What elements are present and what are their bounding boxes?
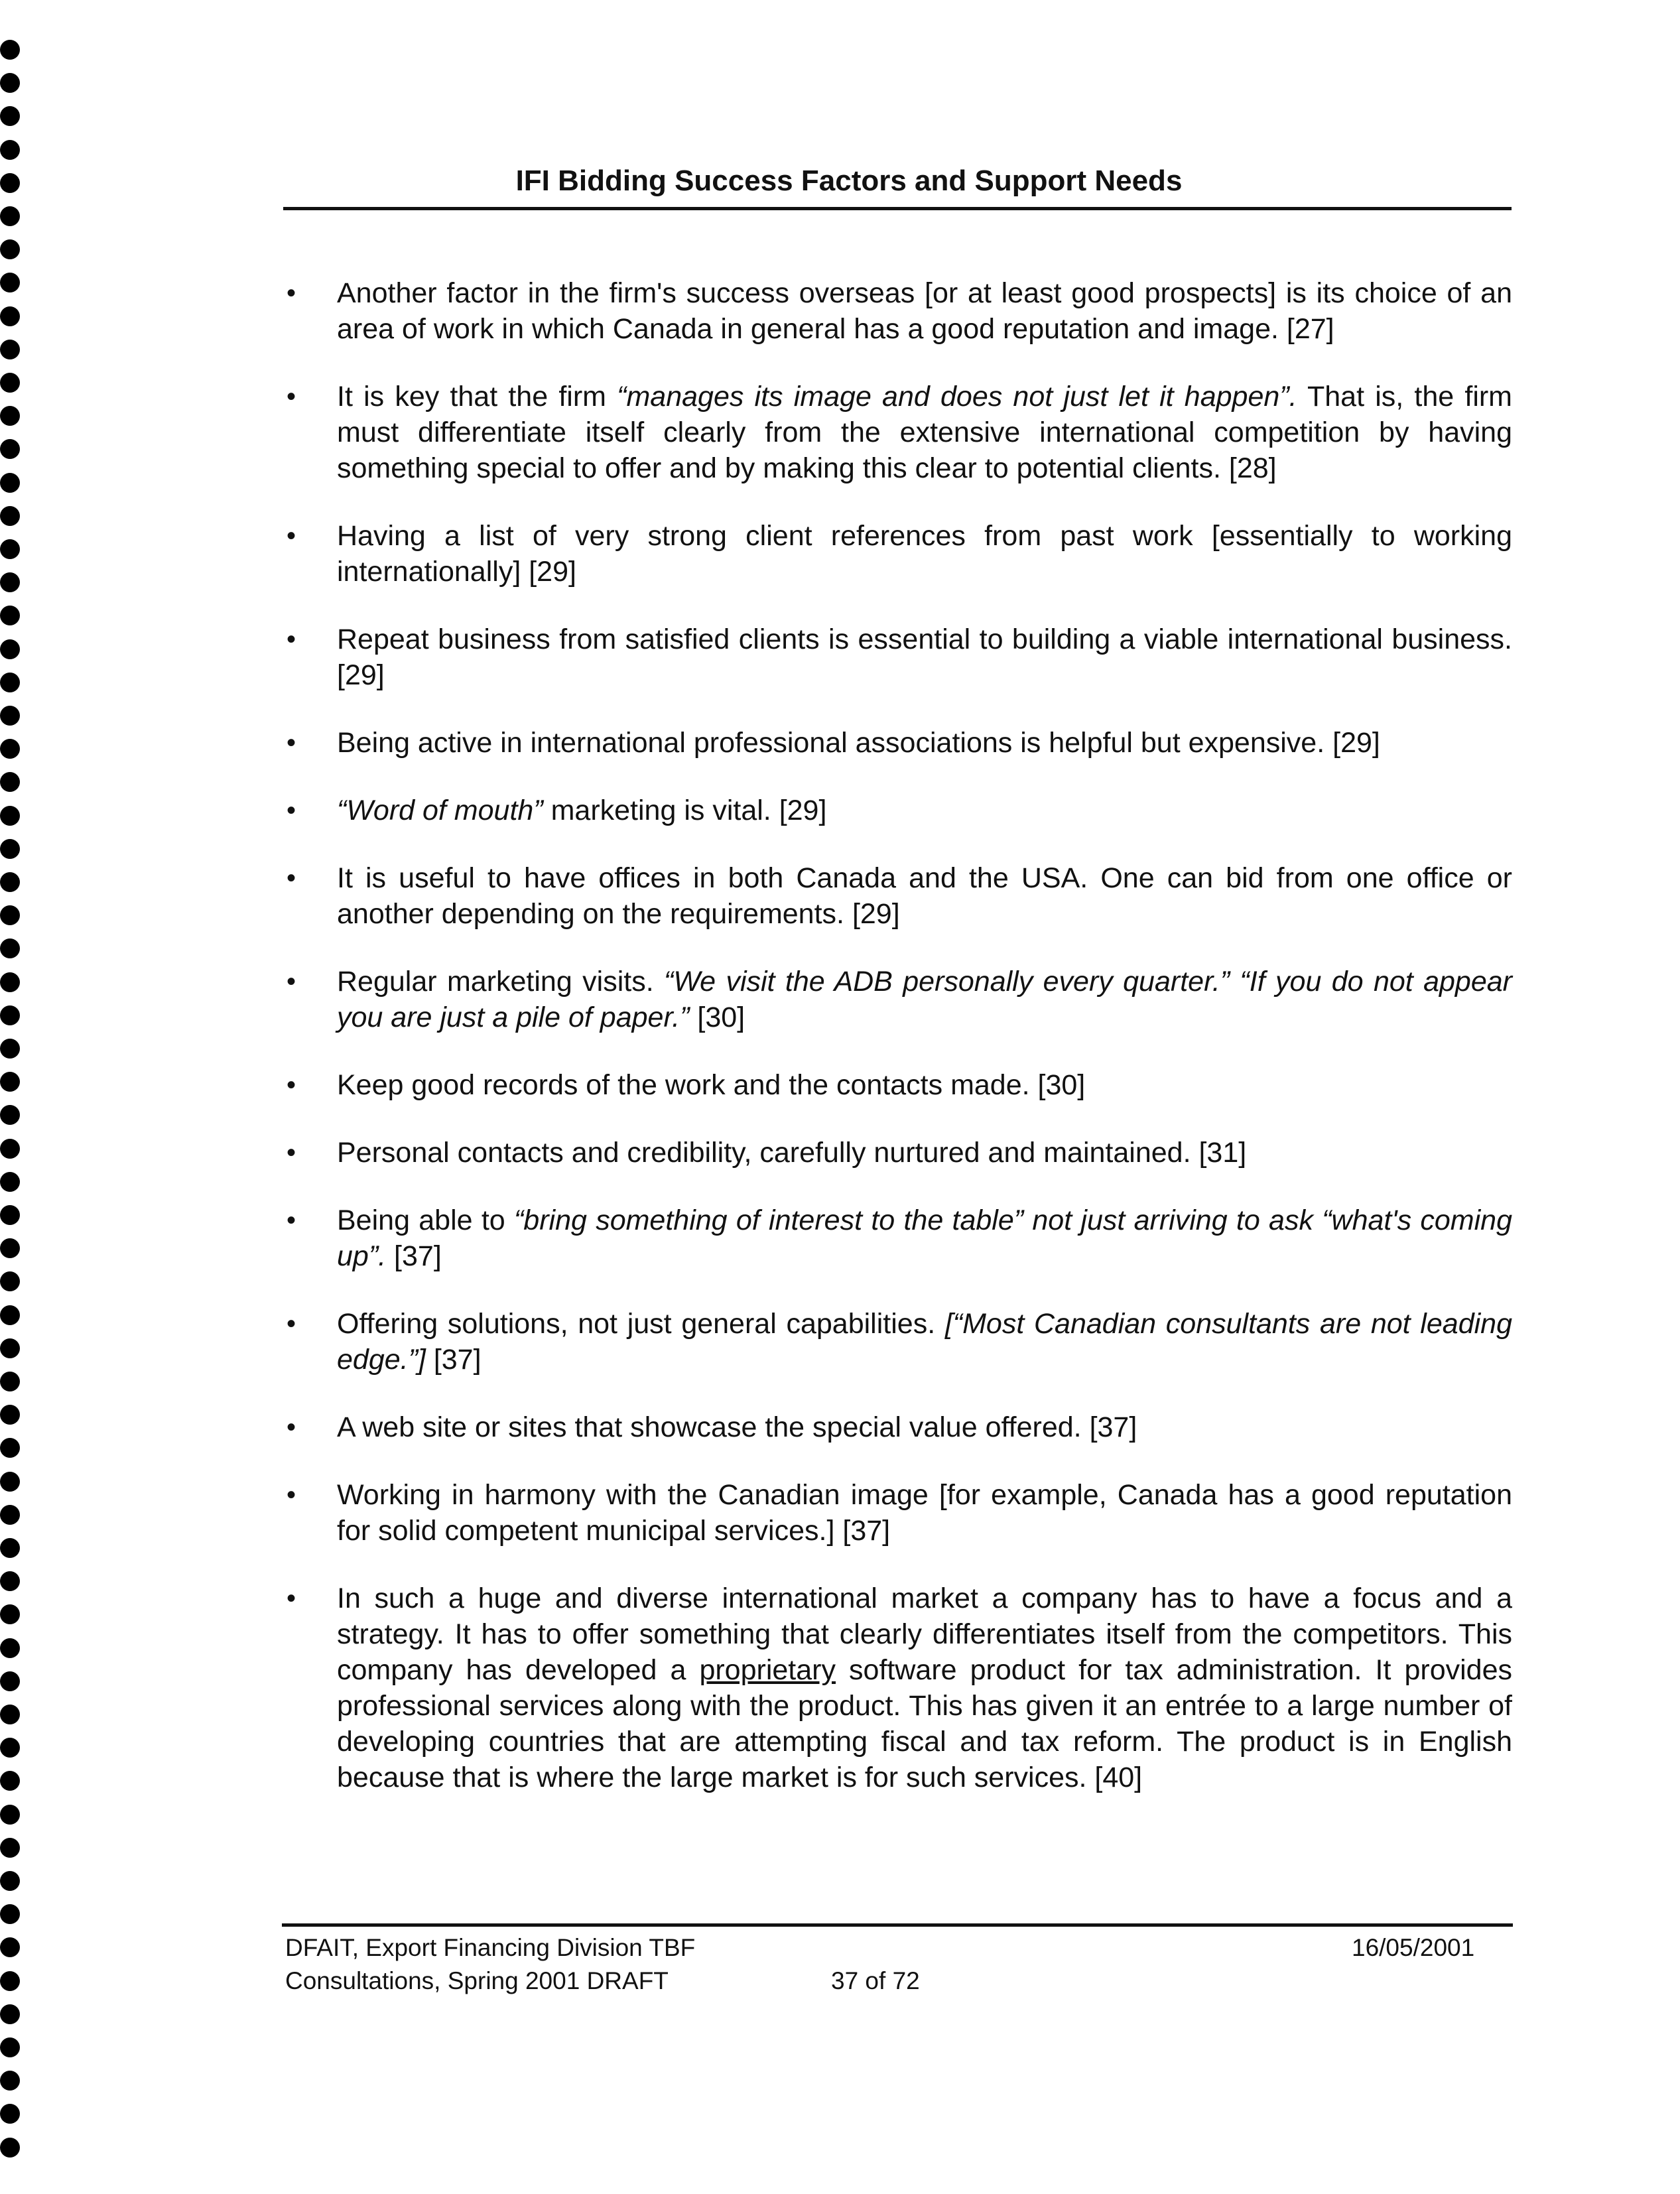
punch-hole-icon (0, 2037, 20, 2057)
punch-hole-icon (0, 1971, 20, 1991)
punch-hole-icon (0, 1438, 20, 1458)
list-item-text (337, 379, 1512, 486)
punch-hole-icon (0, 839, 20, 859)
list-item (285, 1067, 1512, 1103)
punch-hole-icon (0, 938, 20, 958)
punch-hole-icon (0, 1505, 20, 1525)
text-segment: It is useful to have offices in both Canada and the USA. One can bid from one office or another depending on the requirements. [29] (337, 862, 1512, 930)
punch-hole-icon (0, 473, 20, 493)
quoted-text: [“Most Canadian consultants are not leading edge.”] (337, 1308, 1512, 1376)
punch-hole-icon (0, 1604, 20, 1624)
list-item (285, 725, 1512, 761)
punch-hole-icon (0, 1705, 20, 1724)
punch-hole-icon (0, 1139, 20, 1159)
punch-hole-icon (0, 1937, 20, 1957)
punch-hole-icon (0, 1538, 20, 1558)
punch-hole-icon (0, 273, 20, 292)
footer-divider (282, 1923, 1513, 1927)
punch-hole-icon (0, 739, 20, 759)
quoted-text: “We visit the ADB personally every quarter.” “If you do not appear you are just a pile of paper.” (337, 966, 1512, 1033)
punch-hole-icon (0, 1039, 20, 1059)
list-item-text (337, 860, 1512, 932)
list-item-text (337, 1581, 1512, 1795)
punch-hole-icon (0, 1671, 20, 1691)
list-item (285, 1477, 1512, 1549)
text-segment: Repeat business from satisfied clients is essential to building a viable international business. [29] (337, 623, 1512, 691)
text-segment: Being active in international professional associations is helpful but expensive. [29] (337, 727, 1380, 759)
bullet-icon: • (287, 1480, 296, 1510)
punch-hole-icon (0, 1871, 20, 1891)
quoted-text: “manages its image and does not just let it happen”. (617, 381, 1297, 413)
punch-holes-strip (0, 40, 27, 2189)
text-segment: Another factor in the firm's success overseas [or at least good prospects] is its choice of an area of work in which Canada in general has a good reputation and image. [27] (337, 277, 1512, 345)
punch-hole-icon (0, 2138, 20, 2158)
punch-hole-icon (0, 1205, 20, 1225)
list-item-text (337, 1477, 1512, 1549)
bullet-icon: • (287, 1070, 296, 1100)
bullet-icon: • (287, 1584, 296, 1613)
bullet-icon: • (287, 1413, 296, 1442)
footer-line-1: DFAIT, Export Financing Division TBF (285, 1934, 696, 1961)
text-segment: [37] (386, 1240, 442, 1272)
text-segment: marketing is vital. [29] (543, 795, 827, 826)
list-item (285, 1135, 1512, 1171)
text-segment: A web site or sites that showcase the special value offered. [37] (337, 1411, 1137, 1443)
punch-hole-icon (0, 340, 20, 359)
list-item (285, 1581, 1512, 1795)
underlined-text: proprietary (699, 1654, 836, 1686)
punch-hole-icon (0, 1472, 20, 1492)
text-segment: [30] (689, 1001, 745, 1033)
list-item-text (337, 1409, 1512, 1445)
punch-hole-icon (0, 1638, 20, 1658)
punch-hole-icon (0, 972, 20, 992)
punch-hole-icon (0, 140, 20, 160)
punch-hole-icon (0, 506, 20, 526)
text-segment: Offering solutions, not just general capabilities. (337, 1308, 945, 1340)
list-item-text (337, 1067, 1512, 1103)
list-item-text (337, 621, 1512, 693)
text-segment: Having a list of very strong client references from past work [essentially to working internationally] [29] (337, 520, 1512, 588)
punch-hole-icon (0, 306, 20, 326)
list-item (285, 793, 1512, 828)
list-item (285, 860, 1512, 932)
bullet-list (285, 275, 1512, 1827)
punch-hole-icon (0, 1738, 20, 1758)
list-item (285, 275, 1512, 347)
quoted-text: “Word of mouth” (337, 795, 543, 826)
punch-hole-icon (0, 1105, 20, 1125)
punch-hole-icon (0, 639, 20, 659)
punch-hole-icon (0, 606, 20, 625)
punch-hole-icon (0, 806, 20, 826)
punch-hole-icon (0, 173, 20, 193)
punch-hole-icon (0, 1238, 20, 1258)
bullet-icon: • (287, 625, 296, 654)
text-segment: software product for tax administration. It provides professional services along with the product. This has given it an entrée to a large number of developing countries that are attempting fiscal and tax reform. The product is in English because that is where the large market is for such services. [40] (337, 1654, 1512, 1793)
punch-hole-icon (0, 106, 20, 126)
list-item-text (337, 964, 1512, 1035)
punch-hole-icon (0, 1072, 20, 1092)
footer-line-2: Consultations, Spring 2001 DRAFT (285, 1967, 669, 1994)
punch-hole-icon (0, 1338, 20, 1358)
quoted-text: “bring something of interest to the table” not just arriving to ask “what's coming up”. (337, 1204, 1512, 1272)
punch-hole-icon (0, 2004, 20, 2024)
punch-hole-icon (0, 1271, 20, 1291)
punch-hole-icon (0, 40, 20, 60)
punch-hole-icon (0, 706, 20, 726)
footer-page-number: 37 of 72 (831, 1967, 920, 1994)
list-item-text (337, 793, 1512, 828)
punch-hole-icon (0, 1005, 20, 1025)
bullet-icon: • (287, 728, 296, 757)
punch-hole-icon (0, 373, 20, 393)
punch-hole-icon (0, 1172, 20, 1192)
punch-hole-icon (0, 239, 20, 259)
bullet-icon: • (287, 864, 296, 893)
list-item-text (337, 1202, 1512, 1274)
bullet-icon: • (287, 1309, 296, 1338)
list-item-text (337, 1135, 1512, 1171)
list-item-text (337, 1306, 1512, 1378)
punch-hole-icon (0, 772, 20, 792)
bullet-icon: • (287, 1138, 296, 1167)
bullet-icon: • (287, 279, 296, 308)
text-segment: It is key that the firm (337, 381, 617, 413)
bullet-icon: • (287, 967, 296, 996)
punch-hole-icon (0, 1372, 20, 1391)
list-item (285, 379, 1512, 486)
punch-hole-icon (0, 2104, 20, 2124)
punch-hole-icon (0, 1838, 20, 1858)
list-item (285, 518, 1512, 590)
bullet-icon: • (287, 796, 296, 825)
text-segment: Keep good records of the work and the contacts made. [30] (337, 1069, 1086, 1101)
bullet-icon: • (287, 1206, 296, 1235)
text-segment: That is, the firm must differentiate itself clearly from the extensive international competition by having something special to offer and by making this clear to potential clients. [28] (337, 381, 1513, 484)
punch-hole-icon (0, 905, 20, 925)
page-header-title: IFI Bidding Success Factors and Support Needs (515, 164, 1183, 197)
punch-hole-icon (0, 539, 20, 559)
punch-hole-icon (0, 1305, 20, 1325)
footer-source (285, 1931, 695, 1998)
bullet-icon: • (287, 382, 296, 411)
punch-hole-icon (0, 439, 20, 459)
punch-hole-icon (0, 872, 20, 892)
list-item (285, 1202, 1512, 1274)
punch-hole-icon (0, 73, 20, 93)
punch-hole-icon (0, 1805, 20, 1825)
text-segment: Personal contacts and credibility, carefully nurtured and maintained. [31] (337, 1137, 1247, 1169)
punch-hole-icon (0, 2071, 20, 2091)
text-segment: [37] (425, 1344, 482, 1376)
list-item (285, 1409, 1512, 1445)
list-item-text (337, 518, 1512, 590)
punch-hole-icon (0, 406, 20, 426)
punch-hole-icon (0, 1904, 20, 1924)
text-segment: Regular marketing visits. (337, 966, 665, 998)
text-segment: Working in harmony with the Canadian image [for example, Canada has a good reputation for solid competent municipal services.] [37] (337, 1479, 1512, 1547)
header-divider (283, 207, 1512, 210)
bullet-icon: • (287, 521, 296, 550)
list-item (285, 621, 1512, 693)
list-item (285, 964, 1512, 1035)
list-item-text (337, 725, 1512, 761)
text-segment: Being able to (337, 1204, 514, 1236)
punch-hole-icon (0, 206, 20, 226)
punch-hole-icon (0, 572, 20, 592)
punch-hole-icon (0, 673, 20, 692)
footer-date: 16/05/2001 (1352, 1934, 1475, 1961)
punch-hole-icon (0, 1571, 20, 1591)
list-item-text (337, 275, 1512, 347)
punch-hole-icon (0, 1405, 20, 1425)
list-item (285, 1306, 1512, 1378)
text-segment: In such a huge and diverse international market a company has to have a focus and a strategy. It has to offer something that clearly differentiates itself from the competitors. This company has developed a (337, 1582, 1512, 1686)
punch-hole-icon (0, 1771, 20, 1791)
